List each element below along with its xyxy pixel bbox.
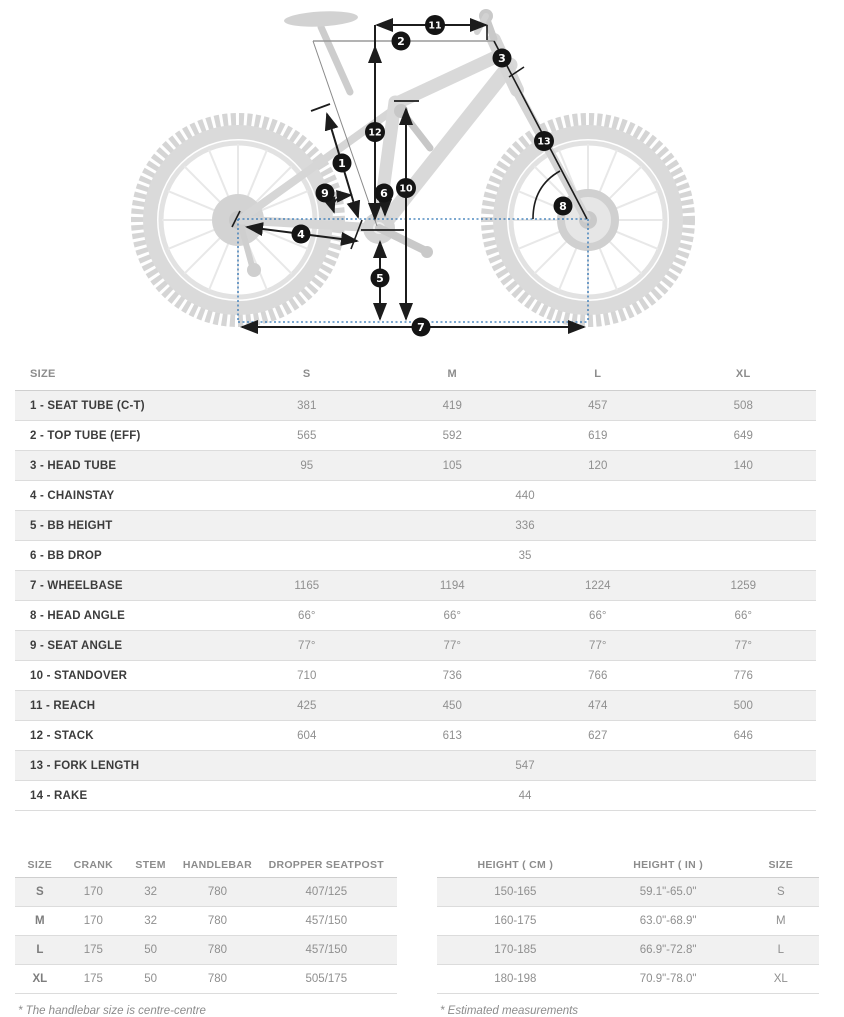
components-table-header: SIZE CRANK STEM HANDLEBAR DROPPER SEATPOST [15,853,397,878]
svg-text:13: 13 [537,136,551,148]
column-header-s: S [302,368,311,380]
table-row: 12 - STACK 604 613 627 646 [15,721,816,751]
callout-10 [396,178,416,198]
table-row: 8 - HEAD ANGLE 66° 66° 66° 66° [15,601,816,631]
sizing-table-header: HEIGHT ( CM ) HEIGHT ( IN ) SIZE [437,853,819,878]
pedal [421,246,433,258]
callout-4 [292,225,311,244]
handlebar-footnote: * The handlebar size is centre-centre [18,1005,206,1017]
column-header-size: SIZE [30,368,56,380]
callout-7 [412,318,431,337]
svg-text:8: 8 [559,200,567,213]
svg-text:12: 12 [368,127,382,139]
callout-2 [392,32,411,51]
bottom-tables [15,853,819,1017]
svg-text:3: 3 [498,52,506,65]
svg-text:9: 9 [321,187,329,200]
svg-text:2: 2 [397,35,405,48]
callout-8 [554,197,573,216]
callout-9 [316,184,335,203]
table-row: 11 - REACH 425 450 474 500 [15,691,816,721]
svg-text:7: 7 [417,321,425,334]
bike-geometry-diagram [0,0,844,356]
svg-text:1: 1 [338,157,346,170]
svg-text:6: 6 [380,187,388,200]
table-row: 14 - RAKE 44 [15,781,816,811]
geometry-table-header [15,358,816,391]
svg-text:11: 11 [428,20,442,32]
callout-12 [365,122,385,142]
callout-13 [534,131,554,151]
table-row: S 170 32 780 407/125 [15,878,397,907]
geometry-table [15,358,816,811]
table-row: 9 - SEAT ANGLE 77° 77° 77° 77° [15,631,816,661]
table-row: 6 - BB DROP 35 [15,541,816,571]
bike-silhouette [138,9,688,320]
callout-1 [333,154,352,173]
column-header-xl: XL [735,368,751,380]
table-row: 2 - TOP TUBE (EFF) 565 592 619 649 [15,421,816,451]
table-row: 1 - SEAT TUBE (C-T) 381 419 457 508 [15,391,816,421]
callout-11 [425,15,445,35]
components-table [15,853,397,1017]
table-row: XL 175 50 780 505/175 [15,965,397,994]
table-row: 4 - CHAINSTAY 440 [15,481,816,511]
table-row: L 175 50 780 457/150 [15,936,397,965]
table-row: 180-198 70.9"-78.0" XL [437,965,819,994]
table-row: 13 - FORK LENGTH 547 [15,751,816,781]
estimated-footnote: * Estimated measurements [440,1005,579,1017]
sizing-table [437,853,819,1017]
column-header-l: L [594,368,602,380]
bike-diagram-svg [0,0,844,356]
callout-5 [371,269,390,288]
callout-6 [375,184,394,203]
table-row: 150-165 59.1"-65.0" S [437,878,819,907]
table-row: 5 - BB HEIGHT 336 [15,511,816,541]
svg-text:10: 10 [399,183,413,195]
svg-text:5: 5 [376,272,384,285]
table-row: 3 - HEAD TUBE 95 105 120 140 [15,451,816,481]
seatpost [321,27,350,92]
table-row: 10 - STANDOVER 710 736 766 776 [15,661,816,691]
svg-text:4: 4 [297,228,305,241]
table-row: 170-185 66.9"-72.8" L [437,936,819,965]
saddle [284,10,359,29]
callout-3 [493,49,512,68]
table-row: 160-175 63.0"-68.9" M [437,907,819,936]
table-row: M 170 32 780 457/150 [15,907,397,936]
table-row: 7 - WHEELBASE 1165 1194 1224 1259 [15,571,816,601]
column-header-m: M [447,368,457,380]
